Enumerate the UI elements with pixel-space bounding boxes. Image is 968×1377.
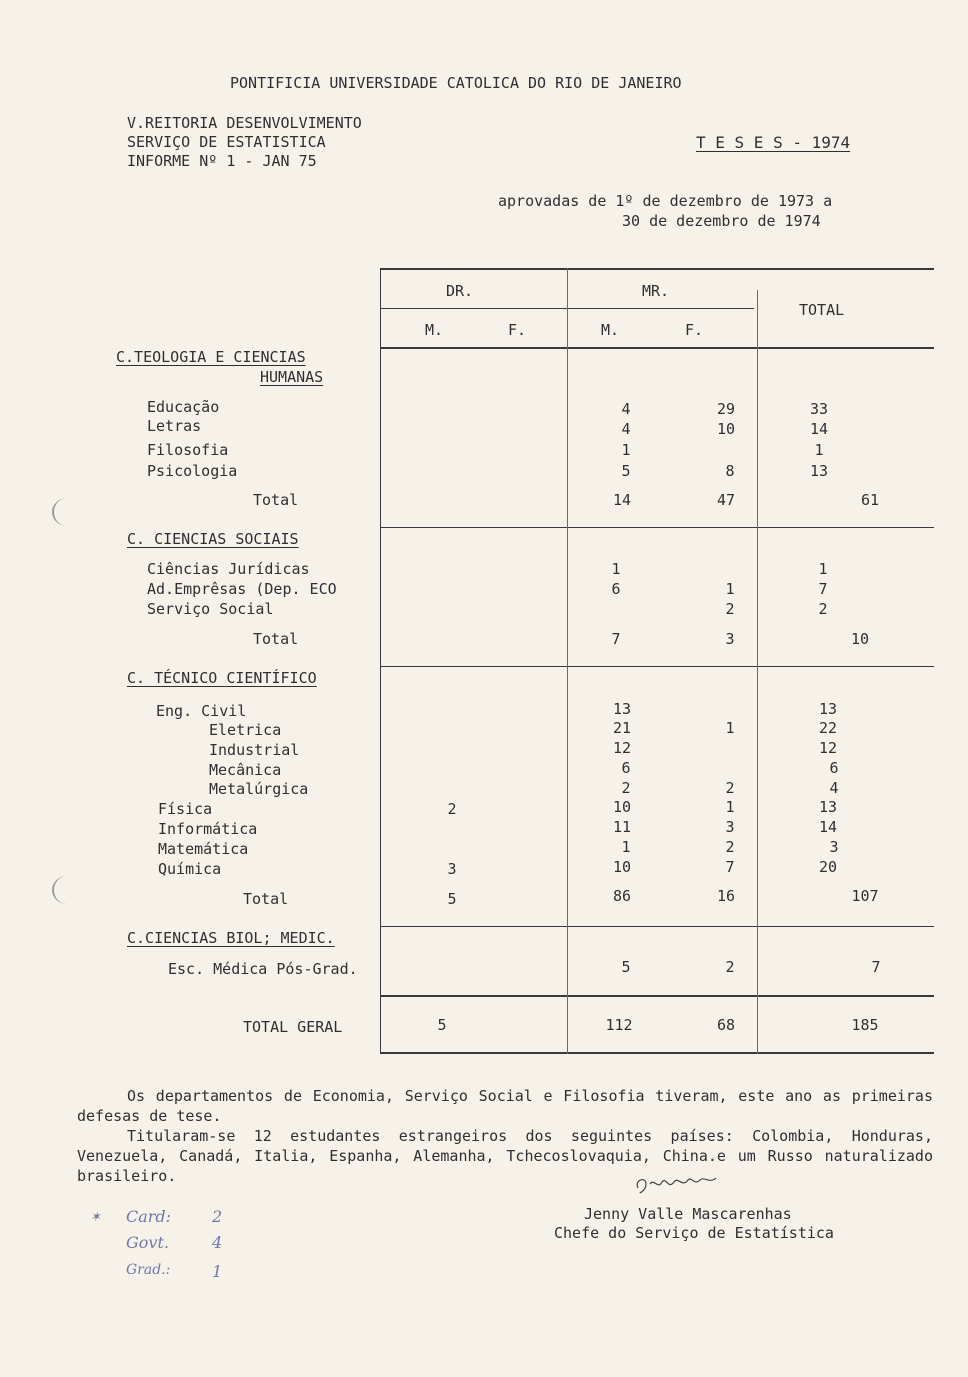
punch-hole-bottom <box>52 876 82 904</box>
note-paragraph-2: Titularam-se 12 estudantes estrangeiros dos seguintes países: Colombia, Honduras, Venezuela, Canadá, Italia, Espanha, Alemanha, Tchecoslovaquia, China.e um Russo naturalizado brasileiro. <box>77 1127 933 1185</box>
cell-mr-m: 6 <box>611 580 621 598</box>
cell-mr-f: 3 <box>725 630 735 648</box>
cell-mr-m: 5 <box>621 462 631 480</box>
cell-total: 3 <box>829 838 839 856</box>
cell-total: 1 <box>818 560 828 578</box>
row-label: Física <box>158 800 213 818</box>
handwritten-note-3-value: 1 <box>212 1262 223 1281</box>
cell-total: 14 <box>818 818 838 836</box>
cell-mr-f: 68 <box>716 1016 736 1034</box>
cell-total: 13 <box>809 462 829 480</box>
dept-line-3: INFORME Nº 1 - JAN 75 <box>127 152 317 170</box>
cell-mr-f: 2 <box>725 958 735 976</box>
punch-hole-top <box>52 498 82 526</box>
document-title: T E S E S - 1974 <box>696 133 851 152</box>
cell-total: 7 <box>818 580 828 598</box>
handwritten-note-2-value: 4 <box>212 1233 223 1252</box>
header-total: TOTAL <box>799 301 845 319</box>
cell-mr-f: 10 <box>716 420 736 438</box>
cell-total: 10 <box>850 630 870 648</box>
row-label: Letras <box>147 417 202 435</box>
cell-total: 4 <box>829 779 839 797</box>
row-label: Total <box>253 491 299 509</box>
cell-mr-m: 2 <box>621 779 631 797</box>
header-mr: MR. <box>642 282 670 300</box>
cell-mr-m: 4 <box>621 420 631 438</box>
period-line-1: aprovadas de 1º de dezembro de 1973 a <box>498 192 833 210</box>
cell-total: 22 <box>818 719 838 737</box>
handwritten-signature <box>632 1170 722 1198</box>
cell-total: 107 <box>851 887 879 905</box>
cell-mr-m: 86 <box>612 887 632 905</box>
cell-mr-f: 3 <box>725 818 735 836</box>
signatory-name: Jenny Valle Mascarenhas <box>584 1205 792 1223</box>
cell-total: 2 <box>818 600 828 618</box>
header-dr-m: M. <box>425 321 444 339</box>
row-label: Total <box>253 630 299 648</box>
cell-mr-m: 10 <box>612 858 632 876</box>
handwritten-asterisk: ✶ <box>90 1210 101 1225</box>
cell-total: 7 <box>871 958 881 976</box>
row-label: Esc. Médica Pós-Grad. <box>168 960 358 978</box>
cell-mr-m: 7 <box>611 630 621 648</box>
period-line-2: 30 de dezembro de 1974 <box>622 212 821 230</box>
cell-total: 1 <box>814 441 824 459</box>
cell-total: 13 <box>818 798 838 816</box>
header-dr: DR. <box>446 282 474 300</box>
cell-mr-m: 1 <box>621 441 631 459</box>
cell-mr-m: 1 <box>621 838 631 856</box>
row-label: Filosofia <box>147 441 229 459</box>
cell-mr-m: 4 <box>621 400 631 418</box>
cell-mr-m: 12 <box>612 739 632 757</box>
handwritten-note-1-value: 2 <box>212 1207 223 1226</box>
cell-mr-f: 29 <box>716 400 736 418</box>
handwritten-note-1-label: Card: <box>126 1207 172 1226</box>
row-label: Total <box>243 890 289 908</box>
cell-mr-m: 6 <box>621 759 631 777</box>
cell-mr-f: 1 <box>725 798 735 816</box>
cell-mr-f: 16 <box>716 887 736 905</box>
cell-total: 61 <box>860 491 880 509</box>
row-label: Ciências Jurídicas <box>147 560 310 578</box>
cell-mr-m: 1 <box>611 560 621 578</box>
cell-total: 33 <box>809 400 829 418</box>
handwritten-note-2-label: Govt. <box>126 1233 169 1252</box>
cell-mr-f: 7 <box>725 858 735 876</box>
handwritten-note-3-label: Grad.: <box>126 1262 171 1278</box>
cell-dr-m: 5 <box>437 1016 447 1034</box>
cell-dr-m: 3 <box>447 860 457 878</box>
cell-dr-m: 5 <box>447 890 457 908</box>
cell-mr-f: 8 <box>725 462 735 480</box>
cell-mr-f: 47 <box>716 491 736 509</box>
cell-mr-m: 112 <box>605 1016 633 1034</box>
row-label: Informática <box>158 820 258 838</box>
row-label: Ad.Emprêsas (Dep. ECO <box>147 580 337 598</box>
dept-line-2: SERVIÇO DE ESTATISTICA <box>127 133 326 151</box>
row-label: Eng. Civil <box>156 702 247 720</box>
cell-mr-m: 5 <box>621 958 631 976</box>
dept-line-1: V.REITORIA DESENVOLVIMENTO <box>127 114 362 132</box>
cell-total: 13 <box>818 700 838 718</box>
row-label: Industrial <box>209 741 300 759</box>
cell-mr-f: 1 <box>725 719 735 737</box>
cell-mr-m: 11 <box>612 818 632 836</box>
section-title-tecnico: C. TÉCNICO CIENTÍFICO <box>127 669 317 687</box>
row-label: Metalúrgica <box>209 780 309 798</box>
section-title-teologia: C.TEOLOGIA E CIENCIAS <box>116 348 306 366</box>
row-label: Mecânica <box>209 761 282 779</box>
cell-mr-f: 2 <box>725 779 735 797</box>
university-title: PONTIFICIA UNIVERSIDADE CATOLICA DO RIO DE JANEIRO <box>230 74 682 92</box>
row-label: Psicologia <box>147 462 238 480</box>
signatory-role: Chefe do Serviço de Estatística <box>554 1224 834 1242</box>
row-label: Eletrica <box>209 721 282 739</box>
cell-total: 20 <box>818 858 838 876</box>
cell-dr-m: 2 <box>447 800 457 818</box>
section-title-biol: C.CIENCIAS BIOL; MEDIC. <box>127 929 335 947</box>
cell-mr-m: 21 <box>612 719 632 737</box>
cell-total: 12 <box>818 739 838 757</box>
cell-total: 185 <box>851 1016 879 1034</box>
header-dr-f: F. <box>508 321 527 339</box>
cell-total: 14 <box>809 420 829 438</box>
section-title-sociais: C. CIENCIAS SOCIAIS <box>127 530 299 548</box>
row-label: TOTAL GERAL <box>243 1018 343 1036</box>
cell-mr-f: 2 <box>725 600 735 618</box>
cell-mr-m: 13 <box>612 700 632 718</box>
row-label: Química <box>158 860 222 878</box>
cell-mr-f: 2 <box>725 838 735 856</box>
row-label: Educação <box>147 398 220 416</box>
cell-total: 6 <box>829 759 839 777</box>
header-mr-f: F. <box>685 321 704 339</box>
row-label: Matemática <box>158 840 249 858</box>
cell-mr-m: 10 <box>612 798 632 816</box>
note-paragraph-1: Os departamentos de Economia, Serviço Social e Filosofia tiveram, este ano as primeiras defesas de tese. <box>77 1087 933 1125</box>
header-mr-m: M. <box>601 321 620 339</box>
section-title-teologia-2: HUMANAS <box>260 368 324 386</box>
cell-mr-m: 14 <box>612 491 632 509</box>
row-label: Serviço Social <box>147 600 274 618</box>
cell-mr-f: 1 <box>725 580 735 598</box>
